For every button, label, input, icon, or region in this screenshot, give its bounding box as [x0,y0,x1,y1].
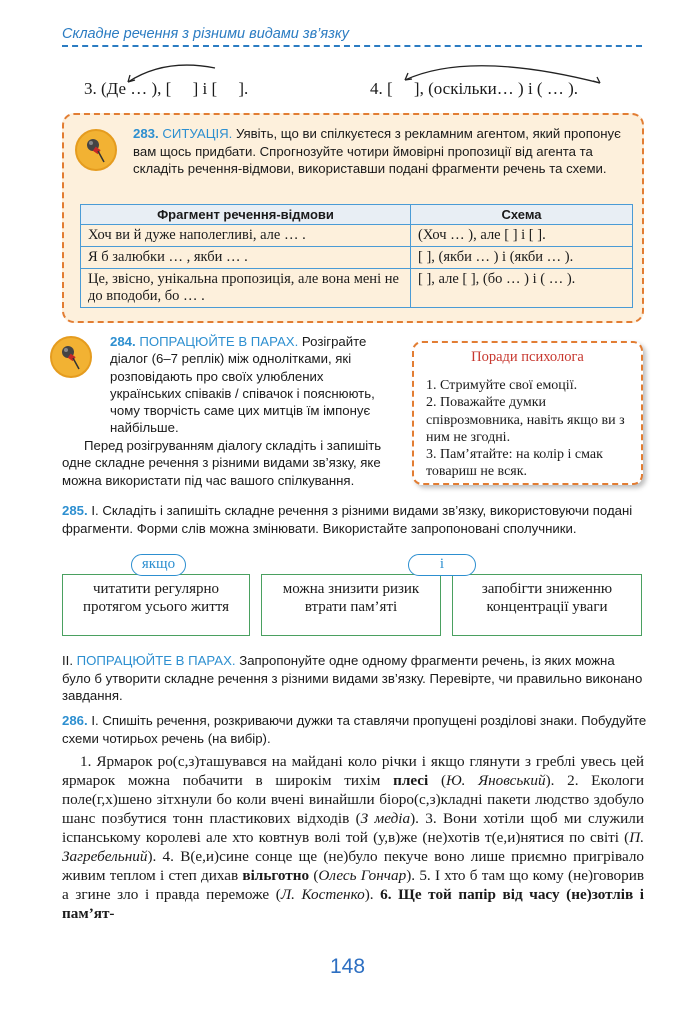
sentence-text: ). [364,886,381,903]
tips-list [426,377,634,481]
author-name: Л. Костенко [280,886,365,903]
table-cell: [ ], (якби … ) і (якби … ). [411,247,633,269]
exercise-heading: ПОПРАЦЮЙТЕ В ПАРАХ. [76,653,236,668]
sentence-text: ). 5. І хто б там що кому (не)говорив а згине зло і правда переможе ( [62,867,644,903]
sentence-text-bold: 6. Ще той папір від часу (не)зотлів і пам’ят- [62,886,645,922]
exercise-instruction: І. Складіть і запишіть складне речення з різними видами зв’язку, використовуючи подані фрагменти. Форми слів можна змінювати. Використайте запропоновані сполучники. [62,503,633,536]
source-name: З медіа [360,810,411,827]
exercise-283-box [62,113,644,323]
fragment-box-2: можна знизити ризик втрати пам’яті [261,574,441,636]
exercise-number: 283. [133,126,159,141]
pushpin-icon [50,336,92,378]
fragment-box-1: читатити регулярно протягом усього життя [62,574,250,636]
exercise-instruction: Уявіть, що ви спілкуєтеся з рекламним агентом, який пропонує вам щось придбати. Спрогнозуйте чотири ймовірні пропозиції від агента та складіть речення-відмови, використавши подані фрагменти речень та схеми. [133,126,621,176]
table-cell: [ ], але [ ], (бо … ) і ( … ). [411,269,633,308]
exercise-285-part2 [62,652,647,705]
conjunction-yakscho: якщо [131,554,186,576]
author-name: П. Загребельний [62,829,644,865]
exercise-instruction: Запропонуйте одне одному фрагменти речень, із яких можна було б утворити складне речення з різними видами зв’язку. Перевірте, чи правильно виконано завдання. [62,653,643,703]
sentence-text: ( [309,867,319,884]
table-cell: (Хоч … ), але [ ] і [ ]. [411,225,633,247]
page-number: 148 [329,955,366,978]
table-cell: Хоч ви й дуже наполегливі, але … . [81,225,411,247]
exercise-instruction: І. Спишіть речення, розкриваючи дужки та ставлячи пропущені розділові знаки. Побудуйте схеми чотирьох речень (на вибір). [62,713,647,746]
table-header: Схема [411,205,633,225]
pushpin-icon [75,129,117,171]
table-row [81,247,633,269]
exercise-heading: СИТУАЦІЯ. [162,126,233,141]
sentence-text: 1. Ярмарок ро(с,з)ташувався на майдані коло річки і якщо глянути з греблі увесь цей ярмарок можна побачити в широкім тихім [62,753,644,789]
exercise-284-text [110,333,398,437]
part-label: ІІ. [62,653,77,668]
author-name: Ю. Яновський [446,772,546,789]
scheme-4: 4. [ ], (оскільки… ) і ( … ). [370,79,578,98]
exercise-number: 284. [110,334,136,349]
exercise-284-text-2: Перед розігруванням діалогу складіть і запишіть одне складне речення з різними видами зв’язку, яке можна використати під час вашого спілкування. [62,438,382,488]
table-row [81,225,633,247]
exercise-286-text [62,712,647,747]
exercise-instruction: Розіграйте діалог (6–7 реплік) між однолітками, які розповідають про своїх улюблених українських співаків / співачок і пояснюють, чому творчість саме цих митців їм імпонує найбільше. [110,334,375,436]
bold-word: вільготно [242,867,310,884]
table-cell: Я б залюбки … , якби … . [81,247,411,269]
author-name: Олесь Гончар [318,867,407,884]
fragment-box-3: запобігти зниженню концентрації уваги [452,574,642,636]
bold-word: плесі [393,772,429,789]
exercise-286-sentences [62,752,644,923]
exercise-number: 285. [62,503,88,518]
table-cell: Це, звісно, унікальна пропозиція, але вона мені не до вподоби, бо … . [81,269,411,308]
sentence-text: ). 2. Екологи поле(г,х)шено зітхнули бо коли вчені винайшли біоро(с,з)кладні пакети людство здобуло шанс позбутися тонн пластикових відходів ( [62,772,644,827]
tips-title: Поради психолога [471,349,584,365]
exercise-number: 286. [62,713,88,728]
psychologist-tips-box [412,341,643,485]
list-item: 1. Стримуйте свої емоції. [426,378,578,393]
sentence-text: ). 3. Вони хотіли щоб ми служили іспанському королеві але хто ковтнув волі той (у,в)же (не)хотів т(е,и)нятися по світі ( [62,810,644,846]
sentence-text: ( [428,772,446,789]
exercise-285-text [62,502,647,537]
list-item: 3. Пам’ятайте: на колір і смак товариш не всяк. [426,447,603,480]
sentence-text: ). 4. В(е,и)сине сонце ще (не)було пекуче воно лише приємно пригрівало живим теплом і степ дихав [62,848,644,884]
exercise-283-text [133,125,633,178]
list-item: 2. Поважайте думки співрозмовника, навіть якщо ви з ним не згодні. [426,395,625,445]
fragments-table [80,204,633,308]
table-header: Фрагмент речення-відмови [81,205,411,225]
scheme-3: 3. (Де … ), [ ] і [ ]. [84,79,249,98]
conjunction-i: і [408,554,476,576]
running-header: Складне речення з різними видами зв’язку [62,26,349,42]
exercise-heading: ПОПРАЦЮЙТЕ В ПАРАХ. [139,334,299,349]
table-row [81,269,633,308]
